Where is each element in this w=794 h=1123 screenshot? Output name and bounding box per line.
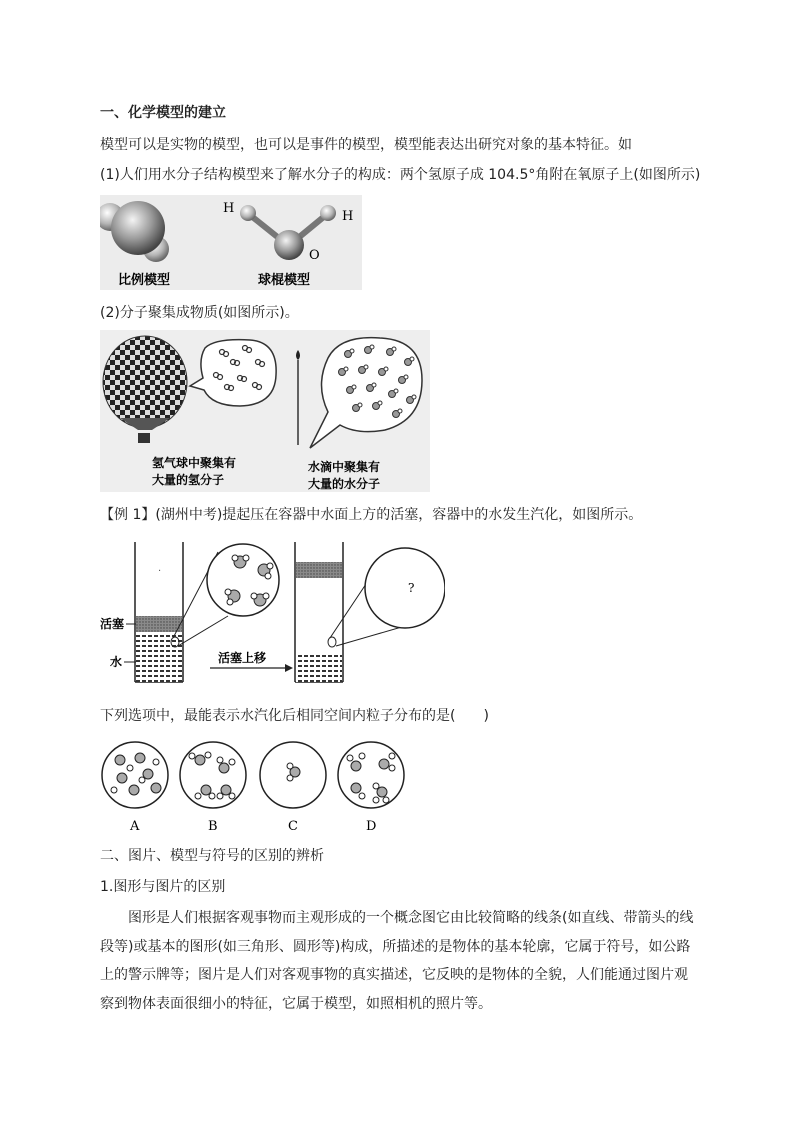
question-mark: ? <box>408 581 415 595</box>
option-a-label: A <box>130 819 140 834</box>
hydrogen-bubble <box>190 340 276 406</box>
definition-paragraph: 图形是人们根据客观事物而主观形成的一个概念图它由比较简略的线条(如直线、带箭头的线段等)或基本的图形(如三角形、圆形等)构成，所描述的是物体的基本轮廓，它属于符号，如公路上的警示牌等；图片是人们对客观事物的真实描述，它反映的是物体的全貌，人们能通过图片观察到物体表面很细小的特征，它属于模型，如照相机的照片等。 <box>100 910 694 1012</box>
options-figure <box>100 738 410 838</box>
dropper-bulb <box>296 350 300 360</box>
label-ball-stick: 球棍模型 <box>258 273 311 288</box>
caption-drop-line2: 大量的水分子 <box>308 477 381 491</box>
water-bubble <box>310 338 422 448</box>
item2-text: (2)分子聚集成物质(如图所示)。 <box>100 305 299 321</box>
section1-title: 一、化学模型的建立 <box>100 105 226 121</box>
stick-hydrogen-left <box>240 205 256 221</box>
water-right <box>296 652 342 682</box>
zoom-circle-vapor <box>365 548 445 628</box>
oxygen-atom <box>111 201 165 255</box>
label-space-filling: 比例模型 <box>118 273 171 288</box>
label-h-left: H <box>223 201 235 216</box>
water-molecule-svg <box>100 195 362 290</box>
caption-balloon-line2: 大量的氢分子 <box>152 473 225 487</box>
caption-balloon-line1: 氢气球中聚集有 <box>152 456 237 470</box>
option-c-label: C <box>288 819 298 834</box>
piston-svg <box>100 540 445 690</box>
question-text: 下列选项中，最能表示水汽化后相同空间内粒子分布的是( ) <box>100 708 489 724</box>
aggregation-svg <box>100 330 430 492</box>
section2-title: 二、图片、模型与符号的区别的辨析 <box>100 848 324 864</box>
caption-drop-line1: 水滴中聚集有 <box>308 460 381 474</box>
option-d-circle <box>338 742 404 808</box>
hot-air-balloon <box>103 336 187 428</box>
piston-figure <box>100 540 445 690</box>
stick-oxygen <box>274 230 304 260</box>
water-left <box>136 632 182 682</box>
option-a-circle <box>102 742 168 808</box>
balloon-basket <box>138 433 150 443</box>
label-piston: 活塞 <box>100 617 125 631</box>
stick-hydrogen-right <box>320 205 336 221</box>
aggregation-figure <box>100 330 430 492</box>
example1-text: 【例 1】(湖州中考)提起压在容器中水面上方的活塞，容器中的水发生汽化，如图所示。 <box>100 507 643 523</box>
piston-right <box>296 562 342 578</box>
water-molecule-figure <box>100 195 362 290</box>
svg-text:·: · <box>158 566 162 577</box>
item1-text: (1)人们用水分子结构模型来了解水分子的构成：两个氢原子成 104.5°角附在氧原子上(如图所示) <box>100 167 701 183</box>
label-water: 水 <box>110 655 123 669</box>
option-b-label: B <box>208 819 218 834</box>
label-move: 活塞上移 <box>218 651 267 665</box>
label-o: O <box>309 248 320 263</box>
sub1-title: 1.图形与图片的区别 <box>100 879 226 895</box>
label-h-right: H <box>342 209 354 224</box>
option-d-label: D <box>366 819 377 834</box>
zoom-circle-liquid <box>207 544 279 616</box>
piston-left <box>136 616 182 632</box>
options-svg <box>100 738 410 838</box>
intro-text: 模型可以是实物的模型，也可以是事件的模型，模型能表达出研究对象的基本特征。如 <box>100 137 632 153</box>
